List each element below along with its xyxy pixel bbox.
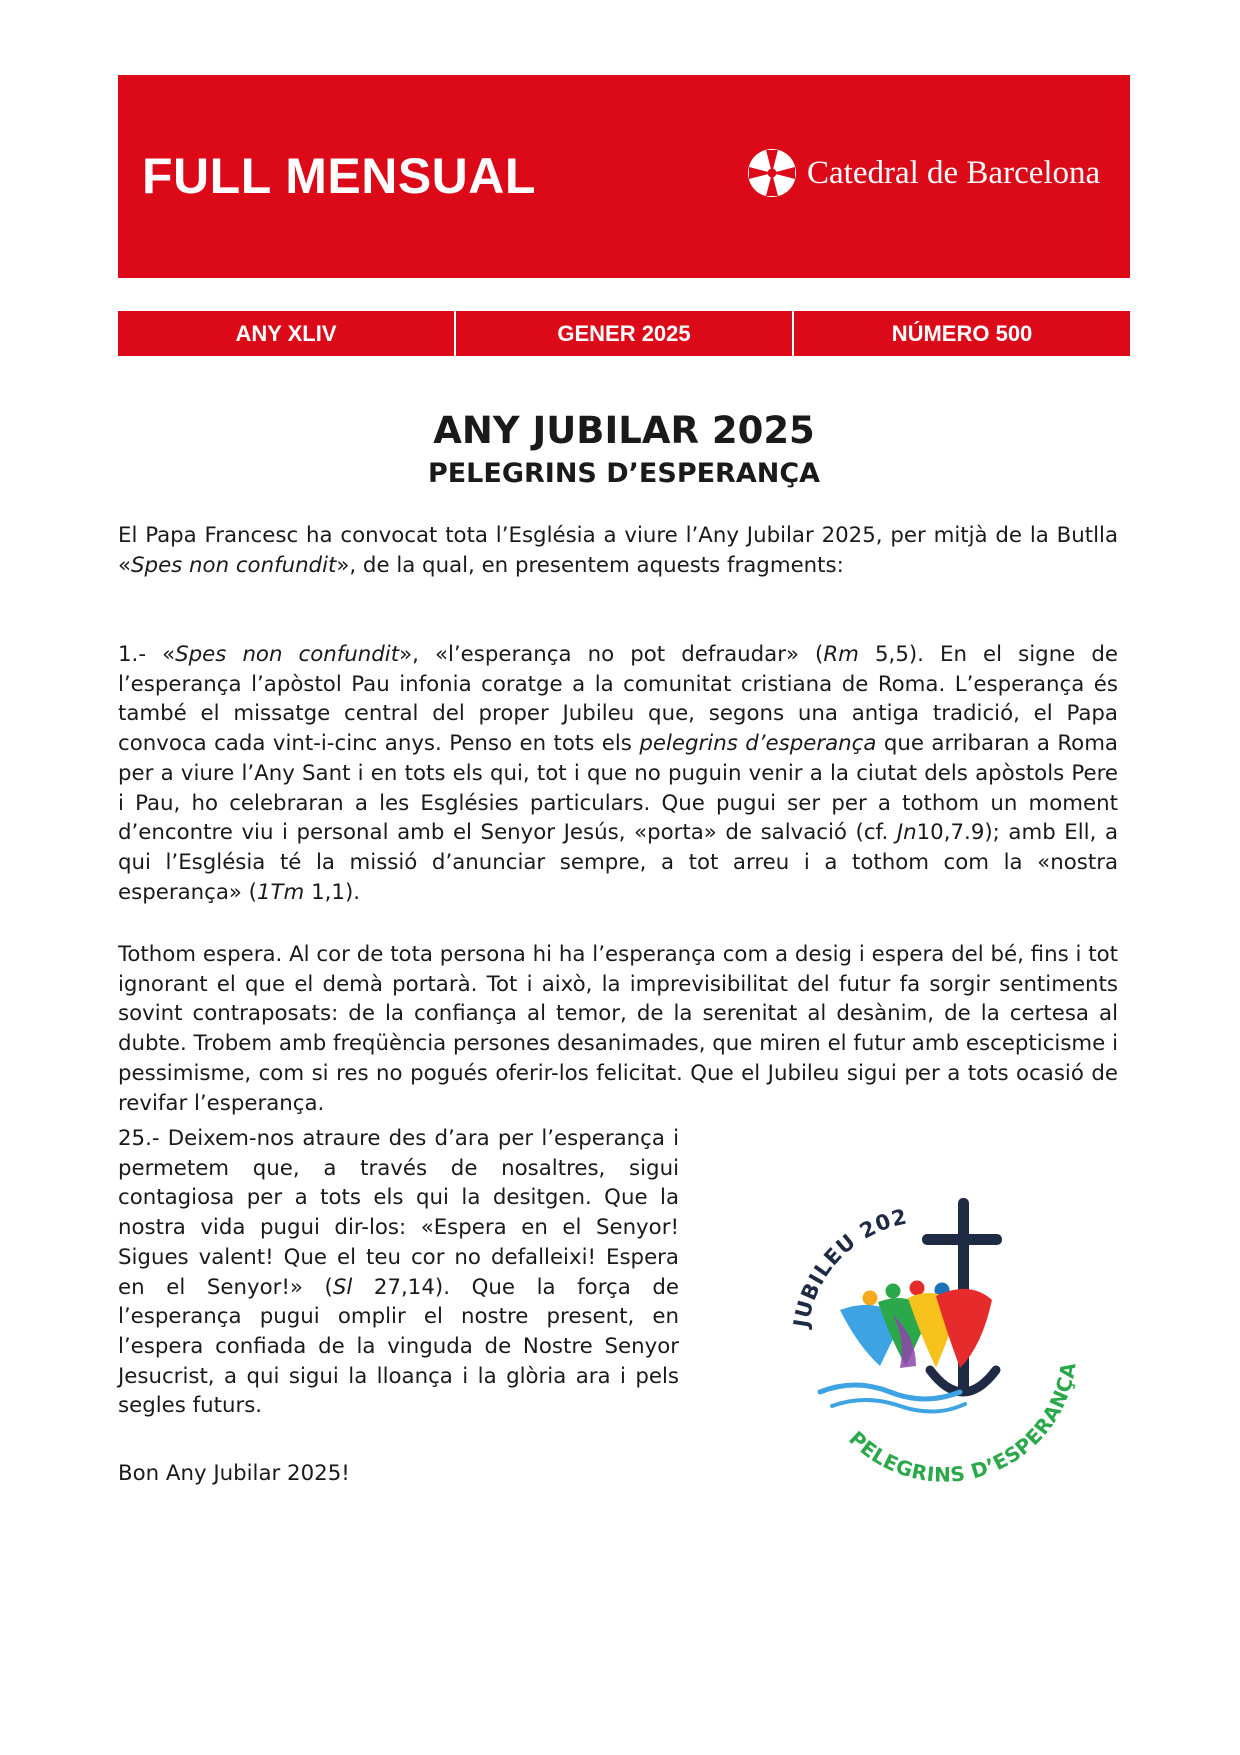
jubilee-top-text: JUBILEU 202 xyxy=(789,1204,910,1329)
cathedral-brand xyxy=(746,147,1100,199)
article-heading xyxy=(118,408,1130,494)
article-title: ANY JUBILAR 2025 xyxy=(433,409,815,452)
closing-line: Bon Any Jubilar 2025! xyxy=(118,1461,350,1486)
para1-text-5: 10,7.9); amb Ell, a qui l’Església té la missió d’anunciar sempre, a tot arreu i a tothom com la «nostra esperança» ( xyxy=(118,820,1118,905)
article-subtitle: PELEGRINS D’ESPERANÇA xyxy=(427,458,821,489)
para1-text-2: », «l’esperança no pot defraudar» ( xyxy=(399,642,824,667)
cathedral-cross-icon xyxy=(746,147,798,199)
intro-paragraph xyxy=(118,521,1118,580)
para3-italic-1: Sl xyxy=(332,1274,353,1300)
paragraph-3 xyxy=(118,1124,679,1421)
para1-italic-4: Jn xyxy=(896,820,917,846)
intro-italic-1: Spes non confundit xyxy=(131,552,337,578)
cathedral-name: Catedral de Barcelona xyxy=(807,154,1101,191)
issue-info-bar xyxy=(118,311,1130,356)
publication-title: FULL MENSUAL xyxy=(142,148,536,204)
para1-italic-5: 1Tm xyxy=(257,879,305,905)
para3-text-2: 27,14). Que la força de l’esperança pugui omplir el nostre present, en l’espera confiada de la vinguda de Nostre Senyor Jesucrist, a qui sigui la lloança i la glòria ara i pels segles futurs. xyxy=(118,1274,679,1419)
para1-italic-1: Spes non confundit xyxy=(175,642,400,667)
para1-text-1: 1.- « xyxy=(118,642,176,667)
intro-text-2: », de la qual, en presentem aquests fragments: xyxy=(336,552,844,578)
para3-text-1: 25.- Deixem-nos atraure des d’ara per l’esperança i permetem que, a través de nosaltres, sigui contagiosa per a tots els qui la desitgen. Que la nostra vida pugui dir-los: «Espera en el Senyor! Sigues valent! Que el teu cor no defalleixi! Espera en el Senyor!» ( xyxy=(118,1126,679,1300)
para1-text-6: 1,1). xyxy=(304,879,361,905)
issue-volume: ANY XLIV xyxy=(118,311,454,356)
intro-text-1: El Papa Francesc ha convocat tota l’Església a viure l’Any Jubilar 2025, per mitjà de la Butlla « xyxy=(118,523,1118,578)
para1-italic-3: pelegrins d’esperança xyxy=(639,731,877,757)
jubilee-logo xyxy=(760,1178,1090,1508)
issue-number: NÚMERO 500 xyxy=(792,311,1130,356)
jubilee-bottom-text: PELEGRINS D’ESPERANÇA xyxy=(844,1360,1081,1487)
paragraph-1 xyxy=(118,640,1118,907)
jubilee-cross-anchor-icon xyxy=(760,1178,1090,1508)
header-banner xyxy=(118,75,1130,278)
para1-text-3: 5,5). En el signe de l’esperança l’apòstol Pau infonia coratge a la comunitat cristiana de Roma. L’esperança és també el missatge central del proper Jubileu que, segons una antiga tradició, el Papa convoca cada vint-i-cinc anys. Penso en tots els xyxy=(118,642,1118,757)
para1-text-4: que arribaran a Roma per a viure l’Any Sant i en tots els qui, tot i que no puguin venir a la ciutat dels apòstols Pere i Pau, ho celebraran a les Esglésies particulars. Que pugui ser per a tothom un moment d’encontre viu i personal amb el Senyor Jesús, «porta» de salvació (cf. xyxy=(118,731,1118,846)
para1-italic-2: Rm xyxy=(823,642,859,667)
issue-date: GENER 2025 xyxy=(454,311,792,356)
paragraph-2: Tothom espera. Al cor de tota persona hi ha l’esperança com a desig i espera del bé, fins i tot ignorant el que el demà portarà. Tot i això, la imprevisibilitat del futur fa sorgir sentiments sovint contraposats: de la confiança al temor, de la serenitat al desànim, de la certesa al dubte. Trobem amb freqüència persones desanimades, que miren el futur amb escepticisme i pessimisme, com si res no pogués oferir-los felicitat. Que el Jubileu sigui per a tots ocasió de revifar l’esperança. xyxy=(118,942,1118,1116)
